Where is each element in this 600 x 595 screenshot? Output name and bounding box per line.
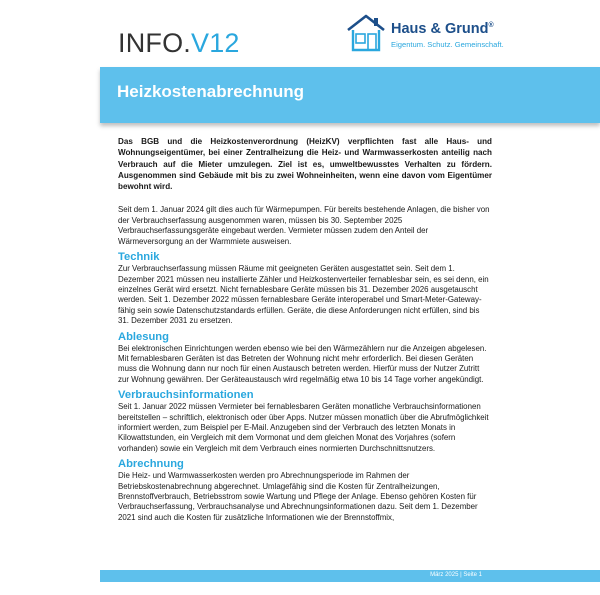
section-text-verbrauchsinformationen: Seit 1. Januar 2022 müssen Vermieter bei fernablesbaren Geräten monatliche Verbrauchsinformationen bereitstellen – schriftlich, elektronisch oder über Apps. Nutzer müssen monatlich über die Abrufmöglichkeit informiert werden, zum Beispiel per E-Mail. Anzugeben sind der Verbrauch des letzten Monats in Kilowattstunden, ein Vergleich mit dem Vormonat und dem gleichen Monat des Vorjahres (sofern vorhanden) sowie ein Vergleich mit dem Verbrauch eines normierten Durchschnittsnutzers. <box>118 402 489 453</box>
info-title <box>118 28 240 59</box>
page-info: März 2025 | Seite 1 <box>430 572 482 578</box>
page-title: Heizkostenabrechnung <box>117 82 305 101</box>
info-version: V12 <box>191 28 240 58</box>
brand-name <box>391 21 494 37</box>
section-heading-ablesung: Ablesung <box>118 330 169 343</box>
section-text-technik: Zur Verbrauchserfassung müssen Räume mit geeigneten Geräten ausgestattet sein. Seit dem 1. Dezember 2021 müssen neu installierte Zähler und Heizkostenverteiler fernablesbar sein, es sei denn, ein einzelnes Gerät wird ersetzt. Nicht fernablesbare Geräte müssen bis 31. Dezember 2026 ausgetauscht werden. Seit 1. Dezember 2022 müssen fernablesbare Geräte interoperabel und Smart-Meter-Gateway-fähig sein sowie Datenschutzstandards erfüllen. Geräte, die diese Anforderungen nicht erfüllen, sind bis 31. Dezember 2031 zu ersetzen. <box>118 264 489 326</box>
title-banner <box>100 67 600 123</box>
section-heading-technik: Technik <box>118 251 160 264</box>
brand-logo <box>344 12 504 60</box>
document-body <box>118 136 492 523</box>
house-icon <box>344 12 388 54</box>
brand-tagline: Eigentum. Schutz. Gemeinschaft. <box>391 40 504 49</box>
section-text-ablesung: Bei elektronischen Einrichtungen werden ebenso wie bei den Wärmezählern nur die Anzeigen abgelesen. Mit fernablesbaren Geräten ist das Betreten der Wohnung nicht mehr erforderlich. Bei diesen Geräten muss die Wohnung dann nur noch für einen Austausch betreten werden. Hierfür muss der Nutzer Zutritt zur Wohnung gewähren. Der Geräteaustausch wird regelmäßig etwa 10 bis 14 Tage vorher angekündigt. <box>118 343 487 384</box>
intro-paragraph: Seit dem 1. Januar 2024 gilt dies auch für Wärmepumpen. Für bereits bestehende Anlagen, die bisher von der Verbrauchserfassung ausgenommen waren, müssen bis 30. September 2025 Verbrauchserfassungsgeräte eingebaut werden. Vermieter müssen zudem den Anteil der Wärmeversorgung an der Warmmiete ausweisen. <box>118 205 490 246</box>
lead-paragraph: Das BGB und die Heizkostenverordnung (HeizKV) verpflichten fast alle Haus- und Wohnungseigentümer, bei einer Zentralheizung die Heiz- und Warmwasserkosten anteilig nach Verbrauch auf die Mieter umzulegen. Ziel ist es, umweltbewusstes Verhalten zu fördern. Ausgenommen sind Gebäude mit bis zu zwei Wohneinheiten, wenn eine davon vom Eigentümer bewohnt wird. <box>118 137 492 192</box>
brand-reg: ® <box>488 22 494 30</box>
section-heading-abrechnung: Abrechnung <box>118 458 184 471</box>
section-heading-verbrauchsinformationen: Verbrauchsinformationen <box>118 389 254 402</box>
footer-bar <box>100 570 600 582</box>
brand-text: Haus & Grund <box>391 21 489 37</box>
section-text-abrechnung: Die Heiz- und Warmwasserkosten werden pro Abrechnungsperiode im Rahmen der Betriebskostenabrechnung abgerechnet. Umlagefähig sind die Kosten für Zentralheizungen, Brennstoffverbrauch, Betriebsstrom sowie Wartung und Pflege der Anlage. Ebenso gehören Kosten für Verbrauchserfassung, Verbrauchsanalyse und Abrechnungsinformationen dazu. Seit dem 1. Dezember 2021 sind auch die Kosten für zusätzliche Informationen wie der Brennstoffmix, <box>118 471 478 522</box>
info-prefix: INFO. <box>118 28 191 58</box>
